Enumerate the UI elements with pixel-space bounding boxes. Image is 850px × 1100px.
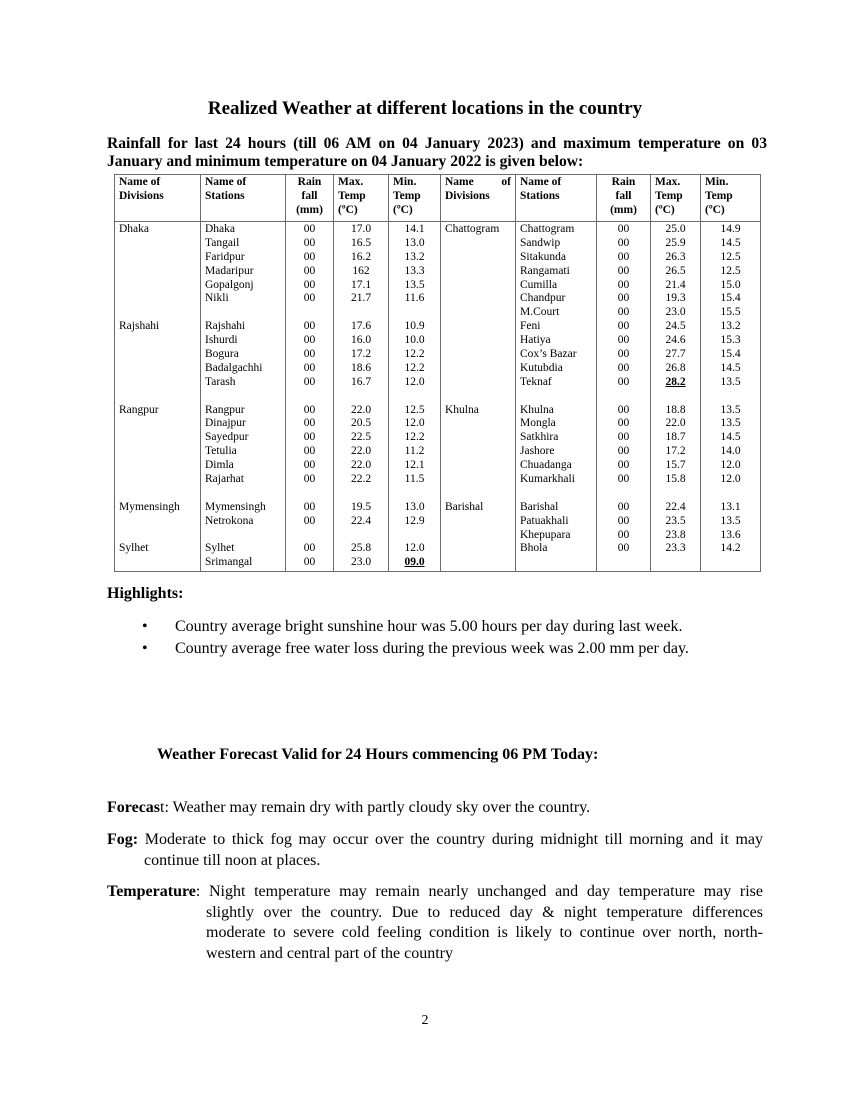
temperature-label: Temperature [107, 883, 196, 900]
table-cell: 00 [617, 417, 630, 430]
table-cell: 10.0 [404, 334, 425, 347]
table-cell: Dhaka [205, 223, 236, 235]
table-cell: 00 [303, 250, 316, 263]
table-cell: 15.0 [720, 278, 741, 291]
weather-table-wrapper [114, 174, 760, 567]
table-cell [391, 529, 438, 543]
table-cell: 00 [303, 542, 316, 555]
table-cell [119, 445, 196, 459]
table-cell: 00 [303, 348, 316, 361]
table-cell: 25.9 [665, 236, 686, 249]
table-cell: Rangamati [520, 264, 570, 277]
table-cell: 00 [303, 320, 316, 333]
table-cell: 14.1 [404, 223, 425, 235]
table-cell: 00 [617, 292, 630, 305]
table-cell: 00 [303, 223, 316, 235]
table-cell: 00 [617, 223, 630, 235]
table-cell [119, 251, 196, 265]
table-cell: 22.4 [665, 500, 686, 513]
table-cell: 24.6 [665, 334, 686, 347]
table-cell: 00 [303, 473, 316, 486]
table-cell: 12.0 [404, 542, 425, 555]
table-cell: 14.9 [720, 223, 741, 235]
table-cell: 16.2 [350, 250, 372, 263]
table-cell: 16.5 [350, 236, 372, 249]
table-cell [445, 459, 511, 473]
table-cell: 19.5 [350, 500, 372, 513]
table-cell: 00 [617, 500, 630, 513]
fog-label: Fog: [107, 831, 139, 848]
table-cell: 23.8 [665, 528, 686, 541]
table-cell: 12.0 [720, 473, 741, 486]
table-cell: 24.5 [665, 320, 686, 333]
table-cell [520, 390, 592, 404]
table-cell: 00 [617, 542, 630, 555]
table-cell: 15.7 [665, 459, 686, 472]
table-cell [520, 487, 592, 501]
table-cell [119, 376, 196, 390]
table-cell: Sylhet [119, 542, 149, 555]
table-cell: 00 [617, 306, 630, 319]
table-cell [445, 251, 511, 265]
table-cell [205, 487, 281, 501]
table-cell: 00 [617, 473, 630, 486]
table-cell: 11.2 [404, 445, 425, 458]
table-cell: Tarash [205, 375, 236, 388]
table-cell [119, 459, 196, 473]
table-cell: 00 [617, 250, 630, 263]
table-cell [119, 237, 196, 251]
table-cell: Khulna [445, 403, 479, 416]
table-cell: 00 [303, 403, 316, 416]
table-cell: 12.1 [404, 459, 425, 472]
table-cell: 23.0 [665, 306, 686, 319]
table-cell [391, 390, 438, 404]
table-cell: Cox’s Bazar [520, 348, 577, 361]
fog-text: Moderate to thick fog may occur over the country during midnight till morning and it may continue till noon at places. [138, 831, 763, 869]
table-cell: Khulna [520, 403, 554, 416]
table-cell: 27.7 [665, 348, 686, 361]
table-cell: 00 [303, 445, 316, 458]
table-cell: 13.5 [720, 514, 741, 527]
realized-weather-table [114, 174, 761, 572]
table-cell [445, 362, 511, 376]
table-cell [288, 529, 331, 543]
header-stations-right: Name of Stations [516, 175, 597, 222]
table-cell [336, 390, 386, 404]
table-cell [445, 529, 511, 543]
table-cell: 162 [352, 264, 370, 277]
forecast-label-tail: t [160, 799, 165, 816]
table-header-row [115, 175, 761, 222]
header-min-temp: Min. Temp (ºC) [389, 175, 441, 222]
header-rainfall-right: Rain fall (mm) [597, 175, 651, 222]
col-left-rainfall [286, 222, 334, 572]
table-cell: 12.5 [720, 264, 741, 277]
table-cell [445, 279, 511, 293]
table-cell: 22.5 [350, 431, 372, 444]
table-cell: Khepupara [520, 528, 571, 541]
table-cell [288, 390, 331, 404]
list-item [142, 617, 689, 639]
table-cell: Sitakunda [520, 250, 566, 263]
col-left-stations [201, 222, 286, 572]
table-cell [445, 473, 511, 487]
table-cell [445, 376, 511, 390]
table-cell: M.Court [520, 306, 560, 319]
highlights-heading: Highlights: [107, 585, 184, 602]
table-cell: Bogura [205, 348, 239, 361]
table-cell: Rajshahi [205, 320, 246, 333]
table-cell: 11.5 [404, 473, 425, 486]
table-cell [445, 431, 511, 445]
table-cell: Faridpur [205, 250, 245, 263]
table-cell: Dhaka [119, 223, 150, 235]
table-cell [391, 487, 438, 501]
table-cell: 00 [303, 500, 316, 513]
table-cell: Jashore [520, 445, 555, 458]
table-cell [288, 487, 331, 501]
header-max-temp-right: Max. Temp (ºC) [651, 175, 701, 222]
highlights-list [142, 617, 689, 661]
page-number: 2 [421, 1013, 429, 1028]
forecast-label: Forecas [107, 799, 161, 816]
temperature-paragraph [107, 882, 763, 964]
table-cell: 12.0 [720, 459, 741, 472]
bullet-icon: • [142, 618, 148, 635]
table-cell [119, 556, 196, 570]
table-cell: 00 [303, 361, 316, 374]
table-cell: 26.5 [665, 264, 686, 277]
table-cell: 00 [617, 459, 630, 472]
forecast-heading: Weather Forecast Valid for 24 Hours commencing 06 PM Today: [157, 746, 599, 763]
highlight-text: Country average free water loss during the previous week was 2.00 mm per day. [175, 640, 689, 657]
table-cell [391, 306, 438, 320]
table-cell [119, 265, 196, 279]
table-cell: 26.8 [665, 361, 686, 374]
table-cell: Rajarhat [205, 473, 244, 486]
list-item [142, 639, 689, 661]
table-cell [445, 292, 511, 306]
table-cell [445, 334, 511, 348]
table-cell: 00 [303, 334, 316, 347]
fog-paragraph [107, 830, 763, 871]
table-cell [119, 473, 196, 487]
table-cell [445, 515, 511, 529]
table-cell [336, 529, 386, 543]
table-cell [445, 390, 511, 404]
table-cell: 00 [303, 375, 316, 388]
table-cell: 00 [303, 431, 316, 444]
table-cell: Sayedpur [205, 431, 249, 444]
table-cell: Nikli [205, 292, 229, 305]
table-cell: Rajshahi [119, 320, 160, 333]
temperature-text: : Night temperature may remain nearly unchanged and day temperature may rise slightly over the country. Due to reduced day & night temperature differences moderate to severe cold feeling condition is likely to continue over north, north-western and central part of the country [195, 883, 763, 962]
table-cell: 22.0 [350, 445, 372, 458]
bullet-icon: • [142, 640, 148, 657]
table-cell: 12.2 [404, 361, 425, 374]
col-right-max-temp [651, 222, 701, 572]
table-cell: 00 [617, 403, 630, 416]
table-cell: Rangpur [119, 403, 159, 416]
table-cell: 13.5 [404, 278, 425, 291]
table-cell [599, 390, 648, 404]
table-cell [119, 515, 196, 529]
table-cell: 16.7 [350, 375, 372, 388]
table-cell: Patuakhali [520, 514, 569, 527]
table-cell: 23.3 [665, 542, 686, 555]
table-cell [445, 348, 511, 362]
table-cell [445, 487, 511, 501]
forecast-paragraph [107, 798, 767, 819]
table-cell: 21.7 [350, 292, 372, 305]
table-cell: 00 [303, 514, 316, 527]
table-cell [205, 306, 281, 320]
header-max-temp: Max. Temp (ºC) [334, 175, 389, 222]
table-cell: 17.0 [350, 223, 372, 235]
table-cell [119, 292, 196, 306]
table-cell: 14.5 [720, 431, 741, 444]
table-cell [336, 487, 386, 501]
table-cell: 00 [303, 278, 316, 291]
table-cell: 13.6 [720, 528, 741, 541]
table-cell: 00 [617, 361, 630, 374]
table-cell: 12.2 [404, 431, 425, 444]
table-cell: 00 [303, 292, 316, 305]
table-cell: Gopalgonj [205, 278, 254, 291]
table-cell: 22.2 [350, 473, 372, 486]
table-cell: Bhola [520, 542, 548, 555]
header-stations: Name of Stations [201, 175, 286, 222]
table-cell: Badalgachhi [205, 361, 263, 374]
table-cell: 00 [617, 431, 630, 444]
table-cell [288, 306, 331, 320]
table-cell: 00 [303, 459, 316, 472]
table-cell: 15.4 [720, 348, 741, 361]
table-cell [205, 390, 281, 404]
table-cell [445, 237, 511, 251]
table-cell: 13.0 [404, 500, 425, 513]
table-cell: 00 [617, 528, 630, 541]
table-cell: 22.0 [350, 403, 372, 416]
table-cell: 14.5 [720, 361, 741, 374]
table-cell [119, 306, 196, 320]
table-cell: 00 [617, 514, 630, 527]
table-cell: Netrokona [205, 514, 254, 527]
table-cell: 14.5 [720, 236, 741, 249]
table-cell: Chuadanga [520, 459, 572, 472]
table-cell: 13.5 [720, 403, 741, 416]
table-cell [445, 265, 511, 279]
table-cell: 28.2 [665, 375, 686, 388]
table-cell: 12.9 [404, 514, 425, 527]
table-cell [205, 529, 281, 543]
table-cell [703, 487, 758, 501]
table-cell: 00 [303, 556, 316, 569]
table-caption: Rainfall for last 24 hours (till 06 AM on 04 January 2023) and maximum temperature on 03 January and minimum temperature on 04 January 2022 is given below: [107, 135, 767, 170]
table-cell: 12.5 [404, 403, 425, 416]
table-cell: 12.0 [404, 417, 425, 430]
table-cell: Mymensingh [119, 500, 180, 513]
table-cell [653, 487, 698, 501]
header-min-temp-right: Min. Temp (ºC) [701, 175, 761, 222]
table-cell [336, 306, 386, 320]
header-divisions-right: Name of Divisions [441, 175, 516, 222]
table-cell [119, 334, 196, 348]
table-cell: 00 [617, 375, 630, 388]
table-cell: Feni [520, 320, 541, 333]
table-cell: Barishal [445, 500, 484, 513]
table-cell: 18.6 [350, 361, 372, 374]
col-right-min-temp [701, 222, 761, 572]
table-cell: 00 [617, 348, 630, 361]
table-cell [703, 556, 758, 570]
table-cell [520, 556, 592, 570]
table-cell: 14.0 [720, 445, 741, 458]
table-cell: 00 [617, 278, 630, 291]
table-cell [119, 487, 196, 501]
table-cell [119, 529, 196, 543]
table-cell: 09.0 [404, 556, 425, 569]
table-cell: Chattogram [520, 223, 575, 235]
table-cell: Barishal [520, 500, 559, 513]
table-cell: 15.3 [720, 334, 741, 347]
table-cell [445, 417, 511, 431]
col-right-rainfall [597, 222, 651, 572]
header-rainfall: Rain fall (mm) [286, 175, 334, 222]
table-cell: 14.2 [720, 542, 741, 555]
table-cell: 00 [303, 264, 316, 277]
table-cell [445, 445, 511, 459]
table-cell: Kutubdia [520, 361, 563, 374]
table-cell: 19.3 [665, 292, 686, 305]
table-cell [119, 348, 196, 362]
table-cell: Chandpur [520, 292, 566, 305]
table-cell: 12.2 [404, 348, 425, 361]
table-cell: 17.6 [350, 320, 372, 333]
page-title: Realized Weather at different locations in the country [207, 98, 643, 119]
table-cell: 15.5 [720, 306, 741, 319]
col-left-max-temp [334, 222, 389, 572]
table-cell: 15.8 [665, 473, 686, 486]
table-cell: 13.5 [720, 417, 741, 430]
table-cell: 15.4 [720, 292, 741, 305]
table-cell: 12.0 [404, 375, 425, 388]
table-cell: 13.2 [720, 320, 741, 333]
table-cell [119, 431, 196, 445]
table-cell: 17.1 [350, 278, 372, 291]
table-cell: 25.8 [350, 542, 372, 555]
table-cell: 20.5 [350, 417, 372, 430]
col-left-min-temp [389, 222, 441, 572]
table-cell: Rangpur [205, 403, 245, 416]
table-cell [653, 556, 698, 570]
table-cell: 16.0 [350, 334, 372, 347]
table-cell: 23.5 [665, 514, 686, 527]
table-cell: 13.5 [720, 375, 741, 388]
table-cell: Tetulia [205, 445, 237, 458]
table-cell [445, 320, 511, 334]
table-cell: Kumarkhali [520, 473, 575, 486]
table-cell: 00 [303, 417, 316, 430]
table-cell: 13.0 [404, 236, 425, 249]
table-cell: 22.4 [350, 514, 372, 527]
table-cell [703, 390, 758, 404]
table-cell: 22.0 [665, 417, 686, 430]
table-cell: 25.0 [665, 223, 686, 235]
table-cell: 17.2 [350, 348, 372, 361]
table-cell: 00 [617, 334, 630, 347]
table-cell: Hatiya [520, 334, 551, 347]
table-cell: Dinajpur [205, 417, 246, 430]
table-cell: 13.2 [404, 250, 425, 263]
table-cell: Sandwip [520, 236, 561, 249]
table-cell: 11.6 [404, 292, 425, 305]
table-cell: 00 [617, 236, 630, 249]
table-cell: 00 [617, 320, 630, 333]
table-cell: 12.5 [720, 250, 741, 263]
table-cell [653, 390, 698, 404]
header-divisions: Name of Divisions [115, 175, 201, 222]
table-cell: Madaripur [205, 264, 254, 277]
table-cell [445, 542, 511, 556]
table-cell: Ishurdi [205, 334, 238, 347]
table-cell [599, 487, 648, 501]
table-body-row [115, 222, 761, 572]
table-cell: Satkhira [520, 431, 559, 444]
table-cell [119, 417, 196, 431]
table-cell: Mongla [520, 417, 556, 430]
table-cell: Teknaf [520, 375, 552, 388]
table-cell: Srimangal [205, 556, 253, 569]
table-cell: 18.8 [665, 403, 686, 416]
col-right-stations [516, 222, 597, 572]
col-left-divisions [115, 222, 201, 572]
table-cell: 26.3 [665, 250, 686, 263]
table-cell: Mymensingh [205, 500, 266, 513]
table-cell: 18.7 [665, 431, 686, 444]
table-cell: Tangail [205, 236, 240, 249]
table-cell: Sylhet [205, 542, 235, 555]
table-cell: 23.0 [350, 556, 372, 569]
table-cell [445, 306, 511, 320]
table-cell [445, 556, 511, 570]
table-cell [119, 362, 196, 376]
table-cell: Chattogram [445, 223, 500, 235]
table-cell: 10.9 [404, 320, 425, 333]
table-cell: 17.2 [665, 445, 686, 458]
table-cell: 22.0 [350, 459, 372, 472]
highlight-text: Country average bright sunshine hour was 5.00 hours per day during last week. [175, 618, 683, 635]
forecast-text: : Weather may remain dry with partly cloudy sky over the country. [164, 799, 591, 816]
table-cell: 00 [617, 445, 630, 458]
table-cell [119, 279, 196, 293]
table-cell: Cumilla [520, 278, 558, 291]
table-cell: 13.1 [720, 500, 741, 513]
table-cell: 00 [617, 264, 630, 277]
table-cell: 00 [303, 236, 316, 249]
table-cell: Dimla [205, 459, 234, 472]
table-cell [119, 390, 196, 404]
table-cell: 13.3 [404, 264, 425, 277]
table-cell: 21.4 [665, 278, 686, 291]
table-cell [599, 556, 648, 570]
col-right-divisions [441, 222, 516, 572]
